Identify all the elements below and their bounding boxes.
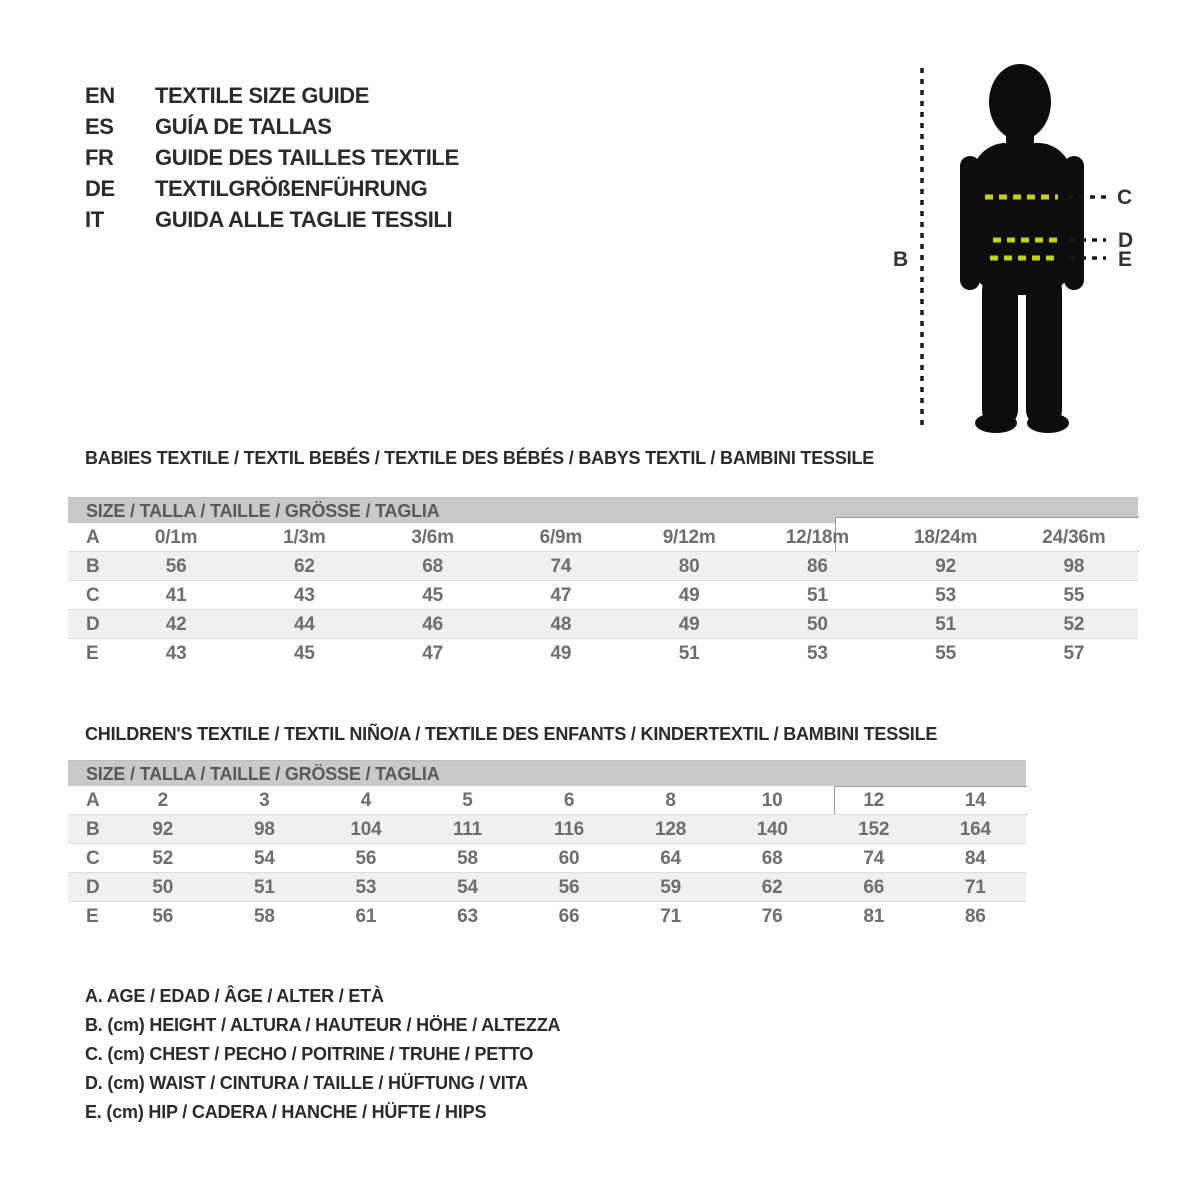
table-cell: 46	[422, 614, 443, 635]
table-cell: 71	[660, 906, 681, 927]
table-cell: 48	[550, 614, 572, 635]
table-cell: 76	[761, 906, 783, 927]
table-cell: 152	[858, 819, 890, 840]
table-cell: 47	[550, 585, 572, 606]
table-cell: 68	[761, 848, 783, 869]
figure-label-hip: E	[1118, 248, 1133, 271]
table-cell: 49	[678, 585, 700, 606]
figure-label-waist: D	[1118, 229, 1134, 252]
language-title: GUIDA ALLE TAGLIE TESSILI	[155, 207, 453, 232]
table-cell: 45	[422, 585, 443, 606]
table-cell: 128	[655, 819, 687, 840]
table-cell: 55	[1063, 585, 1085, 606]
table-cell: 64	[660, 848, 681, 869]
table-cell: 6/9m	[539, 527, 583, 548]
table-cell: 44	[294, 614, 315, 635]
table-cell: 3	[259, 790, 270, 811]
table-cell: 60	[558, 848, 580, 869]
table-cell: 41	[165, 585, 187, 606]
table-cell: 98	[253, 819, 275, 840]
table-cell: 8	[665, 790, 676, 811]
language-title: TEXTILE SIZE GUIDE	[155, 83, 370, 108]
table-cell: 43	[294, 585, 315, 606]
table-row-c	[68, 581, 1138, 610]
table-cell: 81	[863, 906, 885, 927]
table-cell: 71	[964, 877, 986, 898]
table-cell: 50	[807, 614, 828, 635]
legend-item-hip: E. (cm) HIP / CADERA / HANCHE / HÜFTE / HIPS	[85, 1102, 487, 1122]
language-code: FR	[85, 145, 114, 170]
table-cell: 50	[152, 877, 174, 898]
row-label: C	[86, 585, 100, 606]
children-size-table	[68, 760, 1026, 931]
table-cell: 42	[165, 614, 187, 635]
table-cell: 9/12m	[662, 527, 716, 548]
table-cell: 2	[157, 790, 168, 811]
row-label: C	[86, 848, 100, 869]
figure-label-chest: C	[1117, 186, 1133, 209]
babies-size-table	[68, 497, 1138, 668]
table-cell: 49	[550, 643, 572, 664]
language-row-es	[85, 111, 459, 142]
table-cell: 51	[678, 643, 700, 664]
language-list	[85, 80, 459, 235]
row-label: E	[86, 906, 99, 927]
language-row-de	[85, 173, 459, 204]
children-table-rows	[68, 786, 1026, 931]
table-row-b	[68, 815, 1026, 844]
table-cell: 56	[558, 877, 580, 898]
table-cell: 86	[964, 906, 986, 927]
table-cell: 111	[452, 819, 482, 840]
table-cell: 49	[678, 614, 700, 635]
babies-table-rows	[68, 523, 1138, 668]
row-label: A	[86, 527, 100, 548]
table-cell: 6	[563, 790, 575, 811]
table-row-c	[68, 844, 1026, 873]
language-code: ES	[85, 114, 114, 139]
table-cell: 54	[253, 848, 275, 869]
table-cell: 58	[457, 848, 478, 869]
table-cell: 116	[554, 819, 585, 840]
table-cell: 53	[355, 877, 377, 898]
table-cell: 80	[678, 556, 700, 577]
measurement-legend	[85, 982, 560, 1127]
size-header-band: SIZE / TALLA / TAILLE / GRÖSSE / TAGLIA	[68, 760, 1026, 786]
row-label: B	[86, 819, 100, 840]
table-cell: 54	[457, 877, 478, 898]
table-row-d	[68, 610, 1138, 639]
babies-section-heading: BABIES TEXTILE / TEXTIL BEBÉS / TEXTILE DES BÉBÉS / BABYS TEXTIL / BAMBINI TESSILE	[85, 448, 875, 468]
language-code: EN	[85, 83, 115, 108]
language-row-it	[85, 204, 459, 235]
table-cell: 92	[935, 556, 956, 577]
table-cell: 55	[935, 643, 956, 664]
language-code: IT	[85, 207, 104, 232]
table-cell: 0/1m	[154, 527, 198, 548]
row-label: B	[86, 556, 100, 577]
language-title: GUIDE DES TAILLES TEXTILE	[155, 145, 459, 170]
table-cell: 56	[355, 848, 377, 869]
table-cell: 53	[935, 585, 956, 606]
children-section-heading: CHILDREN'S TEXTILE / TEXTIL NIÑO/A / TEXTILE DES ENFANTS / KINDERTEXTIL / BAMBINI TESSILE	[85, 724, 938, 744]
table-cell: 1/3m	[283, 527, 326, 548]
table-cell: 140	[756, 819, 788, 840]
size-header-band: SIZE / TALLA / TAILLE / GRÖSSE / TAGLIA	[68, 497, 1138, 523]
table-cell: 66	[558, 906, 580, 927]
table-cell: 86	[807, 556, 828, 577]
table-cell: 12	[863, 790, 885, 811]
row-label: D	[86, 877, 100, 898]
table-cell: 14	[964, 790, 986, 811]
table-cell: 62	[761, 877, 783, 898]
table-cell: 43	[165, 643, 187, 664]
language-title: GUÍA DE TALLAS	[155, 114, 332, 139]
table-cell: 104	[350, 819, 382, 840]
row-label: A	[86, 790, 100, 811]
table-cell: 57	[1063, 643, 1085, 664]
legend-item-waist: D. (cm) WAIST / CINTURA / TAILLE / HÜFTUNG / VITA	[85, 1073, 528, 1093]
table-cell: 68	[422, 556, 443, 577]
table-cell: 47	[422, 643, 443, 664]
table-cell: 66	[863, 877, 885, 898]
table-cell: 12/18m	[785, 527, 849, 548]
legend-item-age: A. AGE / EDAD / ÂGE / ALTER / ETÀ	[85, 986, 384, 1006]
table-cell: 45	[294, 643, 315, 664]
table-row-d	[68, 873, 1026, 902]
table-cell: 92	[152, 819, 174, 840]
table-row-e	[68, 902, 1026, 931]
language-code: DE	[85, 176, 115, 201]
language-row-en	[85, 80, 459, 111]
table-cell: 53	[807, 643, 828, 664]
language-title: TEXTILGRÖßENFÜHRUNG	[155, 176, 428, 201]
table-cell: 51	[253, 877, 275, 898]
table-cell: 74	[863, 848, 885, 869]
table-cell: 56	[152, 906, 174, 927]
table-row-b	[68, 552, 1138, 581]
figure-label-height: B	[893, 248, 909, 271]
table-cell: 51	[935, 614, 956, 635]
table-cell: 74	[550, 556, 572, 577]
table-cell: 58	[253, 906, 275, 927]
row-label: E	[86, 643, 99, 664]
table-cell: 98	[1063, 556, 1085, 577]
row-label: D	[86, 614, 100, 635]
table-cell: 59	[660, 877, 681, 898]
legend-item-chest: C. (cm) CHEST / PECHO / POITRINE / TRUHE / PETTO	[85, 1044, 534, 1064]
table-cell: 3/6m	[411, 527, 454, 548]
table-row-e	[68, 639, 1138, 668]
table-cell: 51	[807, 585, 828, 606]
language-row-fr	[85, 142, 459, 173]
table-cell: 24/36m	[1042, 527, 1106, 548]
child-silhouette-icon	[860, 40, 1200, 460]
table-cell: 5	[462, 790, 473, 811]
table-cell: 4	[360, 790, 372, 811]
table-cell: 164	[959, 819, 991, 840]
table-cell: 84	[964, 848, 986, 869]
legend-item-height: B. (cm) HEIGHT / ALTURA / HAUTEUR / HÖHE / ALTEZZA	[85, 1015, 561, 1035]
table-row-a	[68, 786, 1026, 815]
table-cell: 52	[152, 848, 174, 869]
table-cell: 18/24m	[914, 527, 978, 548]
table-cell: 52	[1063, 614, 1085, 635]
table-cell: 62	[294, 556, 315, 577]
table-cell: 56	[165, 556, 187, 577]
table-row-a	[68, 523, 1138, 552]
table-cell: 61	[355, 906, 377, 927]
table-cell: 10	[761, 790, 783, 811]
table-cell: 63	[457, 906, 478, 927]
